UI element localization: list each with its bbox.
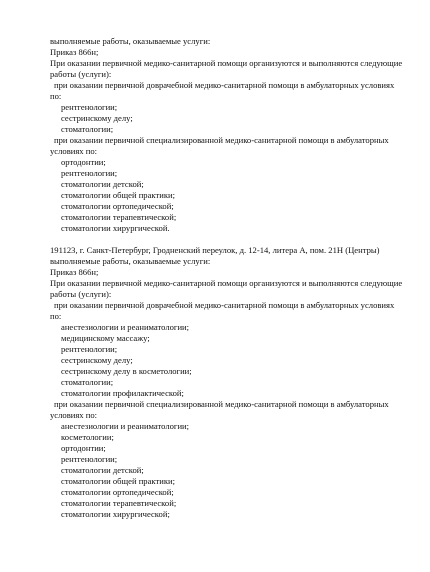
list-item: сестринскому делу; xyxy=(61,113,133,123)
list-item: стоматологии терапевтической; xyxy=(61,498,177,508)
section-heading: при оказании первичной доврачебной медико-санитарной помощи в амбулаторных условиях xyxy=(54,300,395,310)
list-item: стоматологии хирургической. xyxy=(61,223,170,233)
section-heading: при оказании первичной специализированной медико-санитарной помощи в амбулаторных xyxy=(54,399,389,409)
list-item: стоматологии терапевтической; xyxy=(61,212,177,222)
list-item: рентгенологии; xyxy=(61,454,118,464)
list-item: ортодонтии; xyxy=(61,157,106,167)
list-item: стоматологии; xyxy=(61,124,114,134)
list-item: ортодонтии; xyxy=(61,443,106,453)
list-item: стоматологии профилактической; xyxy=(61,388,184,398)
list-item: стоматологии ортопедической; xyxy=(61,201,174,211)
order-reference: Приказ 866н; xyxy=(50,267,99,277)
list-item: медицинскому массажу; xyxy=(61,333,150,343)
list-item: стоматологии хирургической; xyxy=(61,509,170,519)
list-item: анестезиологии и реаниматологии; xyxy=(61,421,190,431)
section-heading: по: xyxy=(50,311,62,321)
section-heading: условиях по: xyxy=(50,410,98,420)
list-item: стоматологии; xyxy=(61,377,114,387)
order-reference: Приказ 866н; xyxy=(50,47,99,57)
services-header: выполняемые работы, оказываемые услуги: xyxy=(50,36,211,46)
intro-text: работы (услуги): xyxy=(50,69,112,79)
list-item: стоматологии общей практики; xyxy=(61,190,175,200)
list-item: анестезиологии и реаниматологии; xyxy=(61,322,190,332)
list-item: рентгенологии; xyxy=(61,168,118,178)
section-heading: по: xyxy=(50,91,62,101)
list-item: рентгенологии; xyxy=(61,102,118,112)
list-item: стоматологии детской; xyxy=(61,465,144,475)
list-item: стоматологии общей практики; xyxy=(61,476,175,486)
list-item: стоматологии детской; xyxy=(61,179,144,189)
intro-text: работы (услуги): xyxy=(50,289,112,299)
services-header: выполняемые работы, оказываемые услуги: xyxy=(50,256,211,266)
section-heading: при оказании первичной доврачебной медико-санитарной помощи в амбулаторных условиях xyxy=(54,80,395,90)
section-heading: условиях по: xyxy=(50,146,98,156)
intro-text: При оказании первичной медико-санитарной помощи организуются и выполняются следующие xyxy=(50,278,403,288)
intro-text: При оказании первичной медико-санитарной помощи организуются и выполняются следующие xyxy=(50,58,403,68)
section-heading: при оказании первичной специализированной медико-санитарной помощи в амбулаторных xyxy=(54,135,389,145)
list-item: сестринскому делу в косметологии; xyxy=(61,366,192,376)
list-item: рентгенологии; xyxy=(61,344,118,354)
list-item: косметологии; xyxy=(61,432,114,442)
list-item: стоматологии ортопедической; xyxy=(61,487,174,497)
list-item: сестринскому делу; xyxy=(61,355,133,365)
address-line: 191123, г. Санкт-Петербург, Гродненский переулок, д. 12-14, литера А, пом. 21Н (Центры) xyxy=(50,245,380,255)
